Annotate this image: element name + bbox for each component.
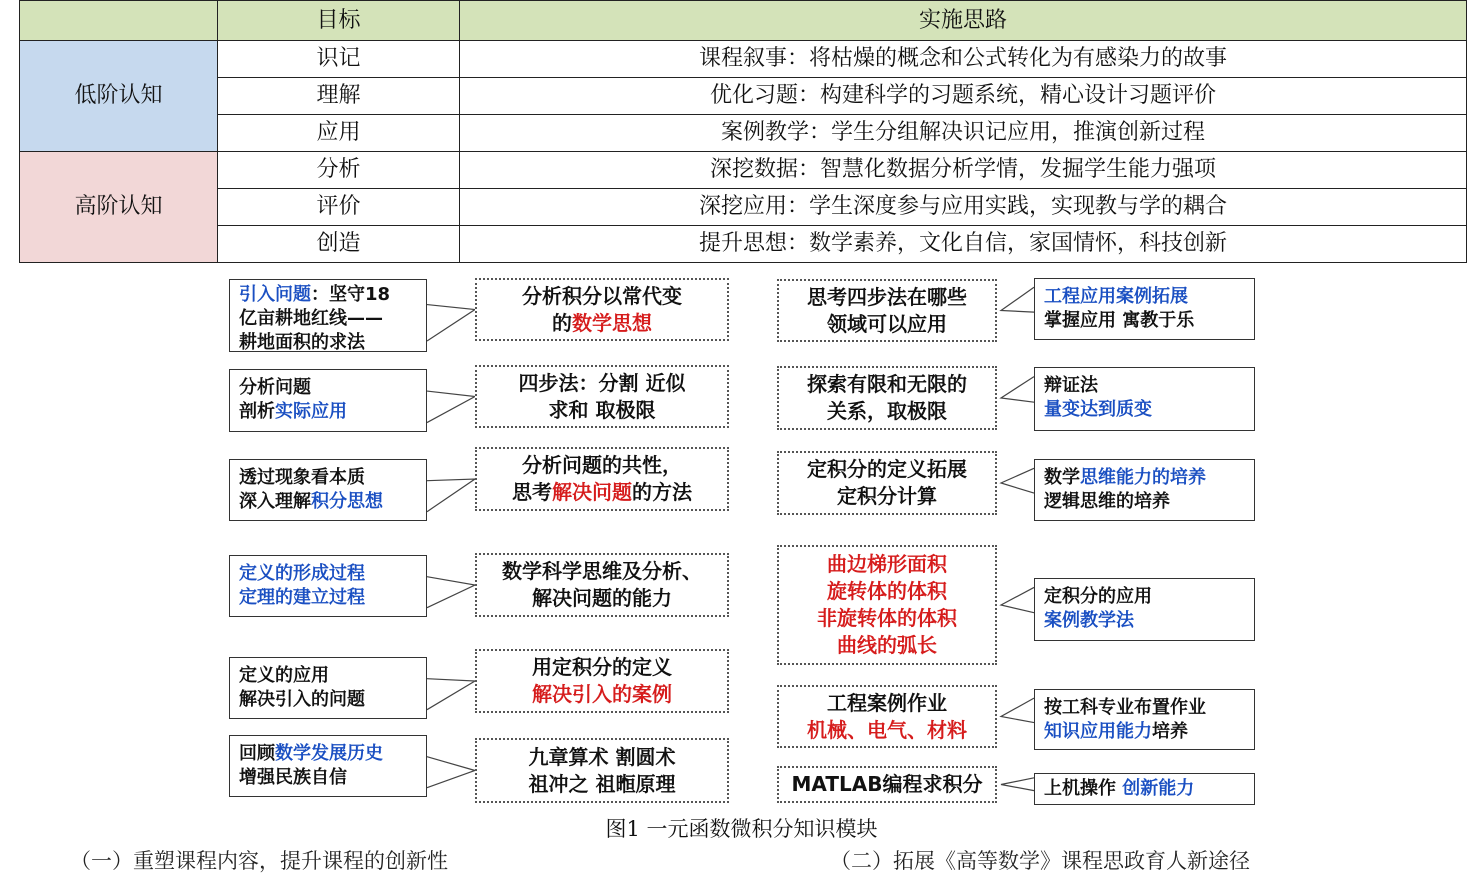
text-segment: 逻辑思维的培养 [1044, 491, 1170, 512]
callout-pointer [1001, 468, 1034, 493]
text-segment: 思考 [512, 480, 552, 504]
box-line [522, 283, 682, 310]
left-module-box [475, 447, 729, 511]
box-line [1044, 374, 1254, 398]
box-line [1044, 398, 1254, 422]
text-segment: 掌握应用 寓教于乐 [1044, 310, 1195, 331]
box-line [1044, 696, 1254, 720]
left-module-box [475, 365, 729, 428]
header-approach: 实施思路 [460, 1, 1467, 41]
text-segment: 实际应用 [275, 401, 347, 422]
right-module-box [777, 279, 997, 342]
right-module-box [777, 766, 997, 803]
left-note-box [229, 369, 427, 432]
text-segment: 案例教学法 [1044, 610, 1134, 631]
text-segment: 定积分计算 [837, 484, 937, 508]
box-line [1044, 777, 1254, 801]
right-note-box [1034, 578, 1255, 641]
text-segment: 领域可以应用 [827, 311, 947, 336]
box-line [522, 452, 682, 479]
callout-pointer [427, 577, 475, 608]
figure-caption: 图1 一元函数微积分知识模块 [605, 817, 878, 841]
box-line [239, 466, 426, 490]
box-line [807, 717, 967, 744]
text-segment: 数学发展历史 [275, 743, 383, 764]
callout-pointer [427, 391, 475, 423]
box-line [1044, 720, 1254, 744]
left-note-box [229, 279, 427, 352]
approach-cell: 深挖应用：学生深度参与应用实践，实现教与学的耦合 [460, 189, 1467, 226]
goal-cell: 分析 [218, 152, 460, 189]
goal-cell: 应用 [218, 115, 460, 152]
callout-pointer [1001, 287, 1034, 312]
text-segment: 机械、电气、材料 [807, 717, 967, 742]
text-segment: 曲边梯形面积 [827, 552, 947, 576]
left-note-box [229, 555, 427, 617]
box-line [1044, 490, 1254, 514]
text-segment: 用定积分的定义 [532, 655, 672, 679]
right-note-box [1034, 459, 1255, 521]
box-line [837, 483, 937, 510]
box-line [239, 307, 426, 331]
text-segment: 定义的应用 [239, 665, 329, 686]
text-segment: 知识应用能力 [1044, 721, 1152, 742]
right-note-box [1034, 773, 1255, 805]
text-segment: 九章算术 割圆术 [528, 744, 676, 769]
box-line [239, 331, 426, 355]
goal-cell: 识记 [218, 41, 460, 78]
text-segment: 解决引入的案例 [532, 682, 672, 706]
approach-cell: 深挖数据：智慧化数据分析学情，发掘学生能力强项 [460, 152, 1467, 189]
box-line [239, 586, 426, 610]
text-segment: 的方法 [632, 480, 692, 504]
text-segment: 旋转体的体积 [827, 579, 947, 603]
box-line [1044, 309, 1254, 333]
text-segment: 深入理解 [239, 491, 311, 512]
callout-pointer [427, 679, 475, 710]
right-note-box [1034, 367, 1255, 431]
box-line [792, 771, 983, 798]
text-segment: 解决问题 [552, 480, 632, 504]
text-segment: 增强民族自信 [239, 767, 347, 788]
text-segment: 耕地面积的求法 [239, 332, 365, 353]
goal-cell: 理解 [218, 78, 460, 115]
text-segment: 关系，取极限 [827, 399, 947, 423]
left-module-box [475, 278, 729, 341]
box-line [239, 688, 426, 712]
approach-cell: 优化习题：构建科学的习题系统，精心设计习题评价 [460, 78, 1467, 115]
text-segment: 定理的建立过程 [239, 587, 365, 608]
text-segment: 探索有限和无限的 [807, 372, 967, 396]
text-segment: 工程案例作业 [827, 690, 947, 715]
text-segment: 分析问题的共性， [522, 453, 682, 477]
section-heading-right: （二）拓展《高等数学》课程思政育人新途径 [830, 849, 1250, 873]
text-segment: 透过现象看本质 [239, 467, 365, 488]
box-line [807, 456, 967, 483]
level-low-cell: 低阶认知 [20, 41, 218, 152]
right-module-box [777, 451, 997, 515]
right-module-box [777, 545, 997, 665]
box-line [239, 400, 426, 424]
box-line [807, 284, 967, 311]
text-segment: 数学 [1044, 467, 1080, 488]
text-segment: 积分思想 [311, 491, 383, 512]
text-segment: 四步法：分割 近似 [518, 370, 686, 395]
text-segment: 上机操作 [1044, 778, 1123, 799]
box-line [239, 283, 426, 307]
box-line [837, 632, 937, 659]
approach-cell: 案例教学：学生分组解决识记应用，推演创新过程 [460, 115, 1467, 152]
box-line [549, 397, 656, 424]
callout-pointer [1001, 377, 1034, 403]
text-segment: 创新能力 [1122, 778, 1195, 799]
text-segment: 定积分的定义拓展 [807, 457, 967, 481]
box-line [532, 681, 672, 708]
callout-pointer [1001, 778, 1034, 791]
box-line [239, 742, 426, 766]
callout-pointer [427, 305, 475, 342]
box-line [1044, 585, 1254, 609]
text-segment: 培养 [1152, 721, 1188, 742]
box-line [827, 398, 947, 425]
box-line [239, 376, 426, 400]
left-note-box [229, 657, 427, 719]
approach-cell: 提升思想：数学素养，文化自信，家国情怀，科技创新 [460, 226, 1467, 263]
box-line [552, 310, 652, 337]
goal-cell: 评价 [218, 189, 460, 226]
box-line [239, 766, 426, 790]
box-line [1044, 609, 1254, 633]
section-heading-left: （一）重塑课程内容，提升课程的创新性 [70, 849, 448, 873]
text-segment: 祖冲之 祖暅原理 [528, 771, 676, 796]
text-segment: 的 [552, 310, 572, 335]
box-line [827, 690, 947, 717]
text-segment: 定积分的应用 [1044, 586, 1152, 607]
box-line [827, 551, 947, 578]
box-line [239, 664, 426, 688]
right-note-box [1034, 689, 1255, 750]
box-line [239, 562, 426, 586]
box-line [827, 578, 947, 605]
text-segment: 回顾 [239, 743, 275, 764]
text-segment: 亿亩耕地红线—— [239, 308, 383, 329]
left-note-box [229, 459, 427, 521]
right-note-box [1034, 278, 1255, 340]
goal-cell: 创造 [218, 226, 460, 263]
text-segment: 工程应用案例拓展 [1044, 286, 1188, 307]
text-segment: 量变达到质变 [1044, 399, 1152, 420]
text-segment: 思维能力的培养 [1080, 467, 1206, 488]
box-line [532, 585, 672, 612]
text-segment: 思考四步法在哪些 [807, 284, 967, 309]
left-module-box [475, 738, 729, 803]
box-line [529, 771, 676, 798]
text-segment: 剖析 [239, 401, 275, 422]
text-segment: 分析问题 [239, 377, 311, 398]
left-module-box [475, 553, 729, 617]
text-segment: 数学科学思维及分析、 [502, 559, 702, 583]
callout-pointer [427, 479, 475, 512]
box-line [817, 605, 957, 632]
box-line [807, 371, 967, 398]
box-line [519, 370, 686, 397]
box-line [532, 654, 672, 681]
text-segment: 定义的形成过程 [239, 563, 365, 584]
header-goal: 目标 [218, 1, 460, 41]
box-line [1044, 285, 1254, 309]
box-line [827, 311, 947, 338]
box-line [1044, 466, 1254, 490]
text-segment: 曲线的弧长 [837, 633, 937, 657]
text-segment: 按工科专业布置作业 [1044, 697, 1206, 718]
box-line [502, 558, 702, 585]
text-segment: 解决引入的问题 [239, 689, 365, 710]
callout-pointer [427, 757, 475, 788]
box-line [239, 490, 426, 514]
box-line [529, 744, 676, 771]
text-segment: 分析积分以常代变 [522, 283, 682, 308]
box-line [512, 479, 692, 506]
level-high-cell: 高阶认知 [20, 152, 218, 263]
text-segment: 引入问题 [239, 284, 311, 305]
callout-pointer [1001, 587, 1034, 612]
right-module-box [777, 366, 997, 430]
right-module-box [777, 685, 997, 748]
text-segment: 数学思想 [572, 310, 652, 335]
text-segment: ：坚守18 [311, 284, 391, 305]
text-segment: MATLAB编程求积分 [791, 772, 983, 796]
callout-pointer [1001, 698, 1034, 722]
text-segment: 非旋转体的体积 [817, 606, 957, 630]
text-segment: 解决问题的能力 [532, 586, 672, 610]
left-note-box [229, 735, 427, 797]
text-segment: 求和 取极限 [548, 397, 656, 422]
approach-cell: 课程叙事：将枯燥的概念和公式转化为有感染力的故事 [460, 41, 1467, 78]
left-module-box [475, 649, 729, 713]
text-segment: 辩证法 [1044, 375, 1098, 396]
